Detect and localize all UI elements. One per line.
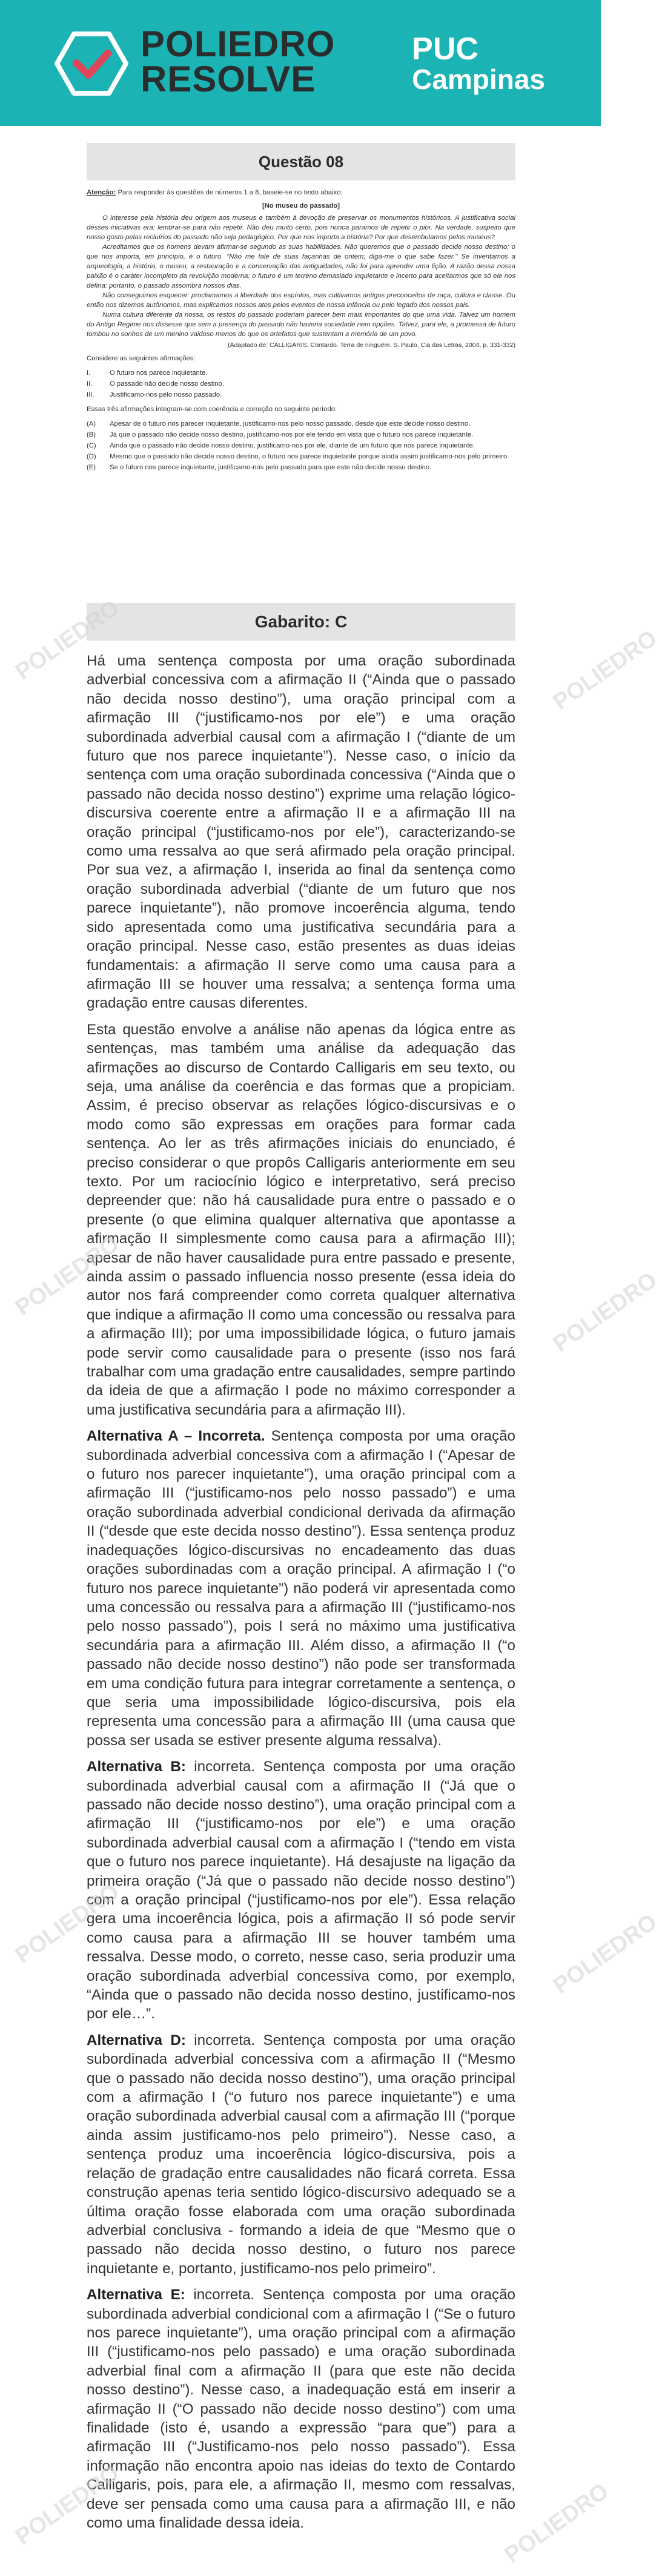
gabarito-title: Gabarito: C xyxy=(87,603,515,641)
alternative-b-text: incorreta. Sentença composta por uma oração subordinada adverbial causal com a afirmação II (“Já que o passado não decide nosso destino”), uma oração principal com a afirmação III (“justificamo-nos por ele”) e uma oração subordinada adverbial causal com a afirmação I (“tendo em vista que o futuro nos parece inquietante). Há desajuste na ligação da primeira oração (“Já que o passado não decide nosso destino”) com a oração principal (“justificamo-nos por ele”). Essa relação gera uma incoerência lógica, pois a afirmação II só pode servir como causa para a afirmação III se houver também uma ressalva. Desse modo, o correto, nesse caso, seria produzir uma oração subordinada adverbial concessiva como, por exemplo, “Ainda que o passado não decida nosso destino, justificamo-nos por ele…”. xyxy=(87,1759,515,2023)
option-text: Mesmo que o passado não decide nosso destino, o futuro nos parece inquietante porque ainda assim justificamo-nos pelo primeiro. xyxy=(110,453,509,460)
consider-line: Considere as seguintes afirmações: xyxy=(87,355,196,362)
option-item xyxy=(87,452,515,461)
text-source: (Adaptado de: CALLIGARIS, Contardo. Terra de ninguém. S. Paulo, Cia das Letras, 2004, p. 331-332) xyxy=(228,342,515,349)
brand-name xyxy=(141,24,336,99)
statement-text: Justificamo-nos pelo nosso passado. xyxy=(110,391,222,398)
alternative-d-paragraph xyxy=(87,2031,515,2278)
alternative-e-paragraph xyxy=(87,2285,515,2532)
alternative-d-text: incorreta. Sentença composta por uma oração subordinada adverbial concessiva com a afirmação II (“Mesmo que o passado não decida nosso destino”), uma oração principal com a afirmação I (“o futuro nos parece inquietante”) e uma oração subordinada adverbial causal com a afirmação III (“porque ainda assim justificamo-nos pelo primeiro”). Nesse caso, a sentença produz uma incoerência lógico-discursiva, pois a relação de gradação entre causalidades não ficará correta. Essa construção apenas teria sentido lógico-discursivo adequado se a última oração fosse elaborada com uma oração subordinada adverbial conclusiva - formando a ideia de que “Mesmo que o passado não decida nosso destino, o futuro nos parece inquietante e, portanto, justificamo-nos pelo primeiro”. xyxy=(87,2032,515,2277)
watermark: POLIEDRO xyxy=(548,1909,662,2000)
attention-label: Atenção: xyxy=(87,189,116,196)
statement-text: O futuro nos parece inquietante. xyxy=(110,369,208,377)
text-paragraph: Numa cultura diferente da nossa, os restos do passado poderiam parecer bem mais importantes do que uma vida. Talvez um homem do Antigo Regime nos dissesse que sem a presença do passado não haveria sociedade nem opções. Talvez, para ele, a promessa de futuro tombou no sonhos de um menino vaidoso menos do que os artefatos que sustentam a memória de um povo. xyxy=(87,311,515,338)
answer-explanation xyxy=(87,652,515,2540)
alternative-e-label: Alternativa E: xyxy=(87,2287,185,2304)
option-letter: (A) xyxy=(87,420,96,428)
alternative-a-paragraph xyxy=(87,1427,515,1750)
text-paragraph: O interesse pela história deu origem aos museus e também à devoção de preservar os monumentos históricos. A justificativa social desses iniciativas era: lembrar-se para não repetir. Não deu muito certo, pois nunca paramos de repetir o pior. Na verdade, suspeito que nosso gosto pelas recluírios do passado não seja pedagógico. Por que nos importa a história? Por que desembulamos pelos museus? xyxy=(87,214,515,241)
watermark: POLIEDRO xyxy=(548,625,662,716)
alternative-b-label: Alternativa B: xyxy=(87,1759,186,1775)
header-banner xyxy=(0,0,601,126)
watermark: POLIEDRO xyxy=(548,1267,662,1358)
statement-number: III. xyxy=(87,391,94,398)
option-item xyxy=(87,430,515,440)
answer-paragraph: Esta questão envolve a análise não apenas da lógica entre as sentenças, mas também uma análise da adequação das afirmações ao discurso de Contardo Calligaris em seu texto, ou seja, uma análise da coerência e das formas que a propiciam. Assim, é preciso observar as relações lógico-discursivas e o modo como são expressas em orações para formar cada sentença. Ao ler as três afirmações iniciais do enunciado, é preciso considerar o que propôs Calligaris anteriormente em seu texto. Por um raciocínio lógico e interpretativo, será preciso depreender que: não há causalidade pura entre o passado e o presente (o que elimina qualquer alternativa que apontasse a afirmação II simplesmente como causa para a afirmação III); apesar de não haver causalidade pura entre passado e presente, ainda assim o passado influencia nosso presente (essa ideia do autor nos fará compreender como correta qualquer alternativa que indique a afirmação II como uma concessão ou ressalva para a afirmação III); por uma impossibilidade lógica, o futuro jamais pode servir como causalidade para o presente (isso nos fará trabalhar com uma gradação entre causalidades, sempre partindo da ideia de que a afirmação I pode no máximo corresponder a uma justificativa secundária para a afirmação III). xyxy=(87,1021,515,1418)
attention-line xyxy=(87,188,515,197)
attention-text: Para responder às questões de números 1 a 8, baseie-se no texto abaixo: xyxy=(116,189,343,196)
poliedro-logo-icon xyxy=(56,31,127,96)
alternative-e-text: incorreta. Sentença composta por uma oração subordinada adverbial condicional com a afirmação I (“Se o futuro nos parece inquietante”), uma oração principal com a afirmação III (“justificamo-nos pelo passado) e uma oração subordinada adverbial final com a afirmação II (para que este não decida nosso destino”). Nesse caso, a inadequação está em inserir a afirmação II (“O passado não decide nosso destino”) com uma finalidade (isto é, usando a expressão “para que”) para a afirmação III (“Justificamo-nos pelo nosso passado”). Essa informação não encontra apoio nas ideias do texto de Contardo Calligaris, pois, para ele, a afirmação II, mesmo com ressalvas, deve ser pensada como uma causa para a afirmação III, e não como uma finalidade dessa ideia. xyxy=(87,2287,515,2531)
answer-paragraph: Há uma sentença composta por uma oração subordinada adverbial concessiva com a afirmação II (“Ainda que o passado não decida nosso destino”), uma oração principal com a afirmação III (“justificamo-nos por ele”) e uma oração subordinada adverbial causal com a afirmação I (“diante de um futuro que nos parece inquietante”). Nesse caso, o início da sentença com uma oração subordinada concessiva (“Ainda que o passado não decida nosso destino”) exprime uma relação lógico-discursiva coerente entre a afirmação II e a afirmação III na oração principal (“justificamo-nos por ele”), caracterizando-se como uma ressalva ao que será afirmado pela oração principal. Por sua vez, a afirmação I, inserida ao final da sentença como oração subordinada adverbial (“diante de um futuro que nos parece inquietante”), não promove incoerência alguma, tendo sido apresentada como uma justificativa secundária para a oração principal. Nesse caso, estão presentes as duas ideias fundamentais: a afirmação II serve como uma causa para a afirmação III se houver uma ressalva; a sentença forma uma gradação entre causas diferentes. xyxy=(87,653,515,1012)
option-text: Apesar de o futuro nos parecer inquietante, justificamo-nos pelo nosso passado, desde que este decide nosso destino. xyxy=(110,420,471,428)
brand-line-2: RESOLVE xyxy=(141,59,316,99)
statement-item xyxy=(87,390,515,400)
watermark: POLIEDRO xyxy=(10,2460,124,2551)
option-text: Se o futuro nos parece inquietante, justificamo-nos pelo passado para que este não decide nosso destino. xyxy=(110,464,432,471)
statement-item xyxy=(87,368,515,378)
option-letter: (D) xyxy=(87,453,96,460)
watermark: POLIEDRO xyxy=(500,2478,614,2569)
statement-number: II. xyxy=(87,380,93,388)
question-title: Questão 08 xyxy=(87,143,515,180)
option-text: Ainda que o passado não decide nosso destino, justificamo-nos por ele, diante de um futuro que nos parece inquietante. xyxy=(110,442,475,449)
option-item xyxy=(87,419,515,429)
alternative-d-label: Alternativa D: xyxy=(87,2032,186,2049)
text-paragraph: Acreditamos que os homens devam afirmar-se segundo as suas habilidades. Não queremos que o passado decide nosso destino; o que nos importa, em princípio, é o futuro. "Não me fale de suas façanhas de ontem; diga-me o que sabe fazer." Se inventamos a arqueologia, a história, o museu, a restauração e a conservação das antiguidades, não foi para aprender uma lição. A razão dessa nossa paixão é o caráter incompleto da revolução moderna: o futuro é um terreno demasiado inquietante e incerto para aceitarmos que só ele nos defina: portanto, o passado assombra nossos dias. xyxy=(87,243,515,289)
option-item xyxy=(87,441,515,451)
alternative-a-text: Sentença composta por uma oração subordinada adverbial concessiva com a afirmação I (“Apesar de o futuro nos parecer inquietante”), uma oração principal com a afirmação III (“justificamo-nos pelo nosso passado”) e uma oração subordinada adverbial condicional derivada da afirmação II (“desde que este decida nosso destino”). Essa sentença produz inadequações lógico-discursivas no encadeamento das duas orações subordinadas com a oração principal. A afirmação I (“o futuro nos parece inquietante”) não poderá vir apresentada como uma concessão ou ressalva para a afirmação III (“justificamo-nos pelo nosso passado”), pois I será no máximo uma justificativa secundária para a afirmação III. Além disso, a afirmação II (“o passado não decide nosso destino”) não pode ser transformada em uma condição futura para integrar corretamente a sentença, o que seria uma impossibilidade lógico-discursiva, pois ela representa uma concessão para a afirmação III (uma causa que possa ser usada se estiver presente alguma ressalva). xyxy=(87,1428,515,1749)
option-letter: (E) xyxy=(87,464,96,471)
watermark: POLIEDRO xyxy=(10,595,124,685)
text-title: [No museu do passado] xyxy=(262,202,340,210)
puc-campinas-logo xyxy=(412,31,545,95)
text-paragraph: Não conseguimos esquecer: proclamamos a liberdade dos espíritos, mas cultivamos antigos preconceitos de raça, cultura e classe. Ou então nos dizemos autônomos, mas explicamos nossos atos pelos eventos de nossa infância ou pelo legado dos nossos pais. xyxy=(87,292,515,309)
alternative-a-label: Alternativa A – Incorreta. xyxy=(87,1428,265,1445)
instruction-line: Essas três afirmações integram-se com coerência e correção no seguinte período: xyxy=(87,406,337,413)
alternative-b-paragraph xyxy=(87,1757,515,2024)
statement-number: I. xyxy=(87,369,91,377)
statement-item xyxy=(87,379,515,389)
puc-line-2: Campinas xyxy=(412,64,545,95)
statement-text: O passado não decide nosso destino. xyxy=(110,380,225,388)
question-content xyxy=(87,188,515,597)
brand-line-1: POLIEDRO xyxy=(141,24,336,64)
watermark: POLIEDRO xyxy=(10,1878,124,1969)
option-letter: (C) xyxy=(87,442,96,449)
option-item xyxy=(87,463,515,472)
option-text: Já que o passado não decide nosso destino, justificamo-nos por ele tendo em vista que o futuro nos parece inquietante. xyxy=(110,431,474,438)
puc-line-1: PUC xyxy=(412,31,478,67)
watermark: POLIEDRO xyxy=(10,1230,124,1321)
option-letter: (B) xyxy=(87,431,96,438)
